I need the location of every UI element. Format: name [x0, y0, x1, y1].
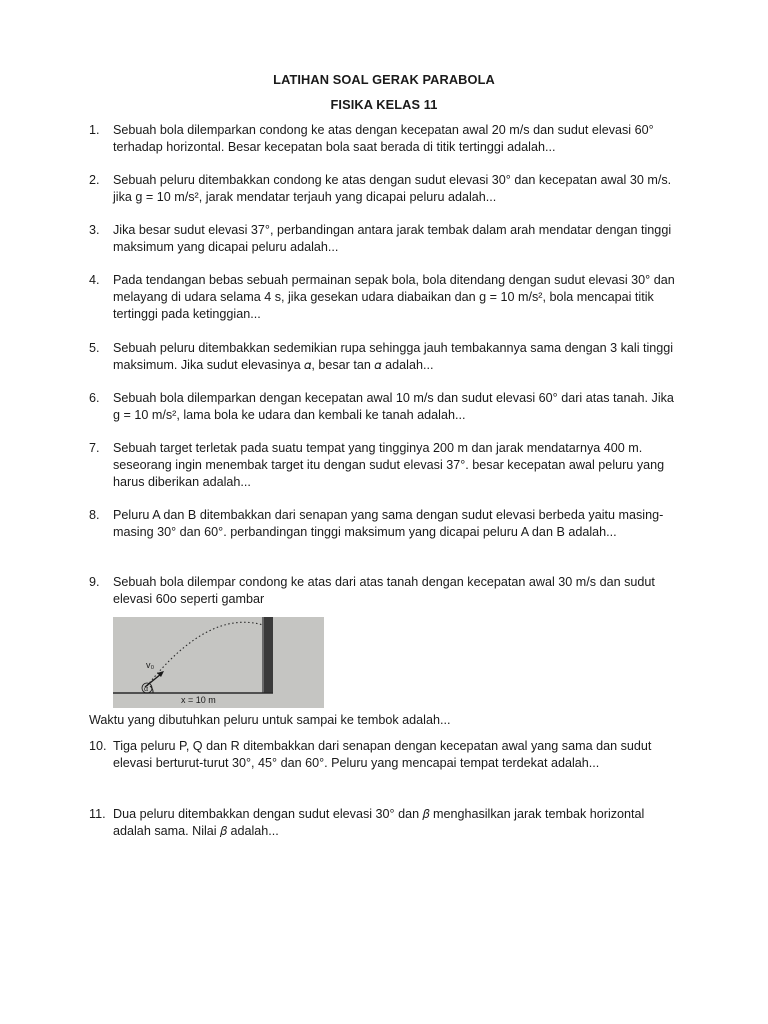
question-text: Sebuah bola dilemparkan condong ke atas dengan kecepatan awal 20 m/s dan sudut elevasi 60° terhadap horizontal. Besar kecepatan bola saat berada di titik tertinggi adalah...: [113, 123, 654, 154]
worksheet-title: LATIHAN SOAL GERAK PARABOLA: [273, 72, 495, 87]
question-number: 7.: [89, 441, 100, 455]
angle-label: α: [144, 686, 149, 693]
question-text: Sebuah bola dilemparkan dengan kecepatan awal 10 m/s dan sudut elevasi 60° dari atas tanah. Jika g = 10 m/s², lama bola ke udara dan kembali ke tanah adalah...: [113, 391, 674, 422]
question-number: 2.: [89, 173, 100, 187]
question-number: 3.: [89, 223, 100, 237]
question-text: Dua peluru ditembakkan dengan sudut elevasi 30° dan 𝛽 menghasilkan jarak tembak horizontal adalah sama. Nilai 𝛽 adalah...: [113, 807, 645, 838]
question-number: 1.: [89, 123, 100, 137]
question-text: Sebuah peluru ditembakkan sedemikian rupa sehingga jauh tembakannya sama dengan 3 kali tinggi maksimum. Jika sudut elevasinya 𝛼, besar tan 𝛼 adalah...: [113, 341, 674, 372]
distance-label: x = 10 m: [181, 695, 216, 705]
velocity-label: v₀: [146, 660, 155, 670]
question-number: 8.: [89, 508, 100, 522]
question-number: 11.: [89, 807, 106, 821]
question-text: Sebuah bola dilempar condong ke atas dari atas tanah dengan kecepatan awal 30 m/s dan sudut elevasi 60o seperti gambar: [113, 575, 655, 606]
question-text: Pada tendangan bebas sebuah permainan sepak bola, bola ditendang dengan sudut elevasi 30° dan melayang di udara selama 4 s, jika gesekan udara diabaikan dan g = 10 m/s², bola mencapai titik tertinggi pada ketinggian...: [113, 273, 675, 321]
question-text: Peluru A dan B ditembakkan dari senapan yang sama dengan sudut elevasi berbeda yaitu masing-masing 30° dan 60°. perbandingan tinggi maksimum yang dicapai peluru A dan B adalah...: [113, 508, 664, 539]
question-number: 5.: [89, 341, 100, 355]
wall-shape: [264, 617, 273, 693]
question-text: Jika besar sudut elevasi 37°, perbandingan antara jarak tembak dalam arah mendatar dengan tinggi maksimum yang dicapai peluru adalah...: [113, 223, 672, 254]
question-number: 10.: [89, 739, 107, 753]
question-text: Sebuah peluru ditembakkan condong ke atas dengan sudut elevasi 30° dan kecepatan awal 30 m/s. jika g = 10 m/s², jarak mendatar terjauh yang dicapai peluru adalah...: [113, 173, 672, 204]
question-9-followup: Waktu yang dibutuhkan peluru untuk sampai ke tembok adalah...: [89, 713, 451, 727]
worksheet-subtitle: FISIKA KELAS 11: [330, 97, 438, 112]
question-text: Tiga peluru P, Q dan R ditembakkan dari senapan dengan kecepatan awal yang sama dan sudut elevasi berturut-turut 30°, 45° dan 60°. Peluru yang mencapai tempat terdekat adalah...: [113, 739, 652, 770]
question-number: 4.: [89, 273, 100, 287]
question-number: 6.: [89, 391, 100, 405]
question-number: 9.: [89, 575, 100, 589]
projectile-figure: [113, 617, 324, 708]
question-text: Sebuah target terletak pada suatu tempat yang tingginya 200 m dan jarak mendatarnya 400 m. seseorang ingin menembak target itu dengan sudut elevasi 37°. besar kecepatan awal peluru yang harus diberikan adalah...: [113, 441, 665, 489]
